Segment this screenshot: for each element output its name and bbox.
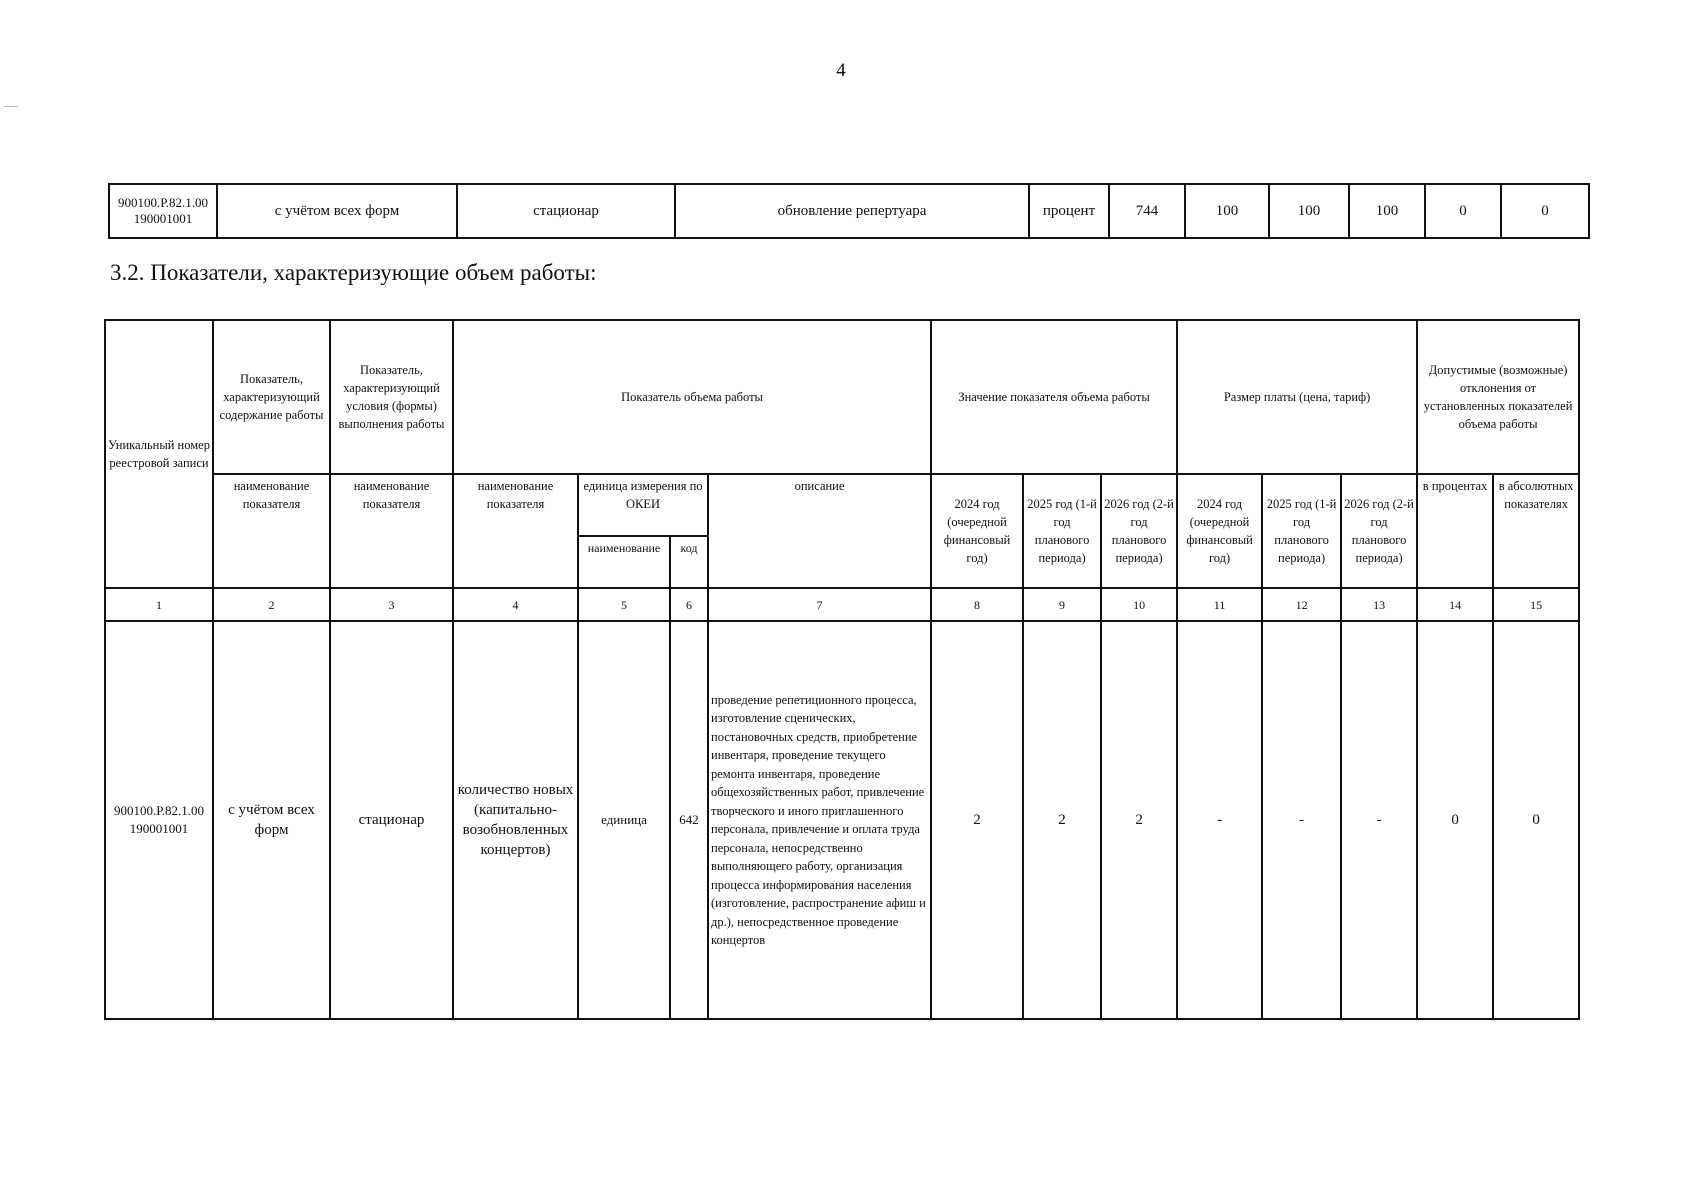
continuation-table — [108, 183, 1590, 239]
header-volume-indicator: Показатель объема работы — [453, 320, 931, 474]
value-2026-cell: 100 — [1349, 184, 1425, 238]
condition-cell: стационар — [457, 184, 675, 238]
table-row — [109, 184, 1589, 238]
header-in-percent: в процентах — [1417, 474, 1493, 588]
value-2026-cell: 2 — [1101, 621, 1177, 1019]
header-payment-2024: 2024 год (очередной финансовый год) — [1177, 474, 1262, 588]
header-volume-value: Значение показателя объема работы — [931, 320, 1177, 474]
header-name-indicator-3: наименование показателя — [330, 474, 453, 588]
okei-code-cell: 744 — [1109, 184, 1185, 238]
header-name-indicator-2: наименование показателя — [213, 474, 330, 588]
deviation-absolute-cell: 0 — [1493, 621, 1579, 1019]
column-number: 6 — [670, 588, 708, 621]
column-number: 8 — [931, 588, 1023, 621]
header-row — [105, 474, 1579, 536]
column-number: 5 — [578, 588, 670, 621]
payment-2025-cell: - — [1262, 621, 1341, 1019]
column-number: 15 — [1493, 588, 1579, 621]
column-number: 14 — [1417, 588, 1493, 621]
indicator-cell: обновление репертуара — [675, 184, 1029, 238]
page-number: 4 — [836, 60, 846, 81]
description-cell: проведение репетиционного процесса, изготовление сценических, постановочных средств, приобретение инвентаря, проведение текущего ремонта инвентаря, проведение общехозяйственных работ, привлечение творческого и иного приглашенного персонала, привлечение и оплата труда персонала, непосредственно выполняющего работу, организация процесса информирования населения (изготовление, распространение афиш и др.), непосредственное проведение концертов — [708, 621, 931, 1019]
value-2024-cell: 2 — [931, 621, 1023, 1019]
column-number: 9 — [1023, 588, 1101, 621]
work-volume-table — [104, 319, 1580, 1020]
deviation-percent-cell: 0 — [1425, 184, 1501, 238]
value-2024-cell: 100 — [1185, 184, 1269, 238]
header-content-indicator: Показатель, характеризующий содержание работы — [213, 320, 330, 474]
column-number: 13 — [1341, 588, 1417, 621]
unit-cell: процент — [1029, 184, 1109, 238]
header-description: описание — [708, 474, 931, 588]
header-row — [105, 320, 1579, 474]
header-unique-number: Уникальный номер реестровой записи — [105, 320, 213, 588]
margin-mark — [4, 106, 18, 107]
value-2025-cell: 100 — [1269, 184, 1349, 238]
column-number: 1 — [105, 588, 213, 621]
content-cell: с учётом всех форм — [213, 621, 330, 1019]
payment-2024-cell: - — [1177, 621, 1262, 1019]
column-number: 4 — [453, 588, 578, 621]
value-2025-cell: 2 — [1023, 621, 1101, 1019]
column-number: 12 — [1262, 588, 1341, 621]
header-payment-size: Размер платы (цена, тариф) — [1177, 320, 1417, 474]
deviation-absolute-cell: 0 — [1501, 184, 1589, 238]
header-value-2024: 2024 год (очередной финансовый год) — [931, 474, 1023, 588]
header-unit-okei: единица измерения по ОКЕИ — [578, 474, 708, 536]
header-name-indicator-4: наименование показателя — [453, 474, 578, 588]
column-number: 11 — [1177, 588, 1262, 621]
header-payment-2025: 2025 год (1-й год планового периода) — [1262, 474, 1341, 588]
header-unit-name: наименование — [578, 536, 670, 588]
condition-cell: стационар — [330, 621, 453, 1019]
section-title: 3.2. Показатели, характеризующие объем работы: — [110, 260, 597, 285]
registry-code-cell: 900100.Р.82.1.00 190001001 — [105, 621, 213, 1019]
header-value-2026: 2026 год (2-й год планового периода) — [1101, 474, 1177, 588]
header-in-absolute: в абсолютных показателях — [1493, 474, 1579, 588]
unit-code-cell: 642 — [670, 621, 708, 1019]
payment-2026-cell: - — [1341, 621, 1417, 1019]
header-value-2025: 2025 год (1-й год планового периода) — [1023, 474, 1101, 588]
header-allowed-deviation: Допустимые (возможные) отклонения от установленных показателей объема работы — [1417, 320, 1579, 474]
indicator-cell: количество новых (капитально-возобновленных концертов) — [453, 621, 578, 1019]
column-number: 3 — [330, 588, 453, 621]
registry-code-cell: 900100.Р.82.1.00 190001001 — [109, 184, 217, 238]
table-row — [105, 621, 1579, 1019]
column-number: 2 — [213, 588, 330, 621]
header-payment-2026: 2026 год (2-й год планового периода) — [1341, 474, 1417, 588]
header-condition-indicator: Показатель, характеризующий условия (формы) выполнения работы — [330, 320, 453, 474]
header-unit-code: код — [670, 536, 708, 588]
deviation-percent-cell: 0 — [1417, 621, 1493, 1019]
unit-name-cell: единица — [578, 621, 670, 1019]
column-number: 10 — [1101, 588, 1177, 621]
column-number: 7 — [708, 588, 931, 621]
content-cell: с учётом всех форм — [217, 184, 457, 238]
column-number-row — [105, 588, 1579, 621]
